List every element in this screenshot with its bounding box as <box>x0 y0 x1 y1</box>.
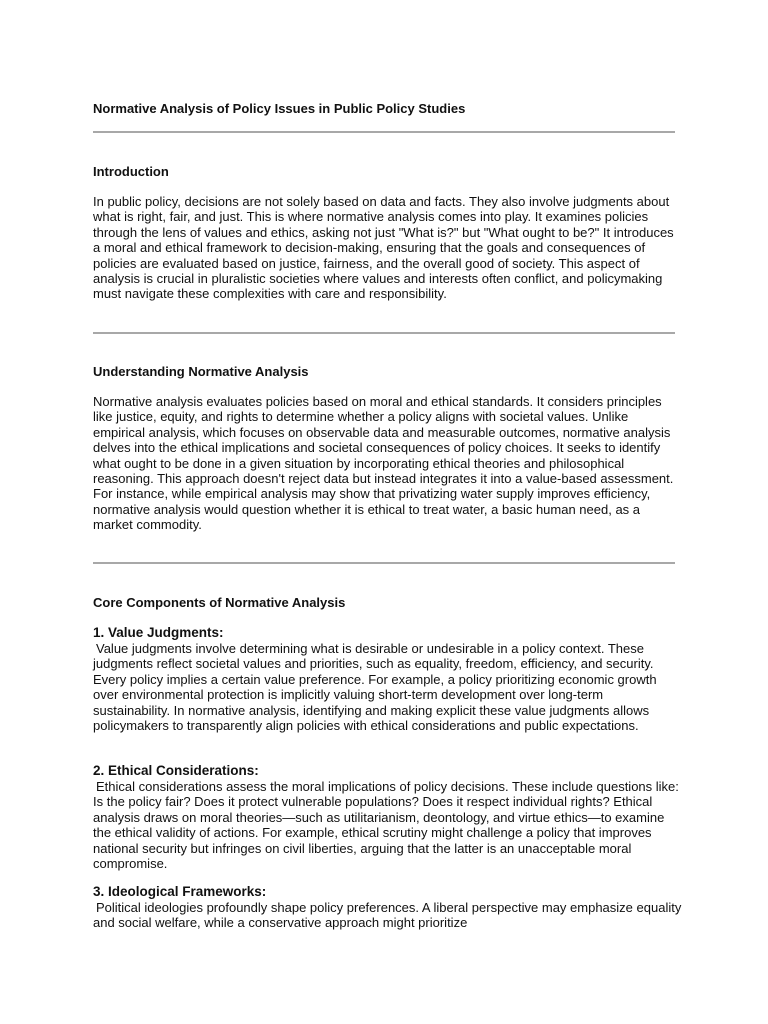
subheading: 2. Ethical Considerations: <box>93 763 259 778</box>
section-body-introduction: In public policy, decisions are not solely based on data and facts. They also involve judgments about what is right, fair, and just. This is where normative analysis comes into play. It examines policies through the lens of values and ethics, asking not just "What is?" but "What ought to be?" It introduces a moral and ethical framework to decision-making, ensuring that the goals and consequences of policies are evaluated based on justice, fairness, and the overall good of society. This aspect of analysis is crucial in pluralistic societies where values and interests often conflict, and policymaking must navigate these complexities with care and responsibility. <box>93 194 674 302</box>
divider <box>93 332 675 334</box>
document-title: Normative Analysis of Policy Issues in Public Policy Studies <box>93 101 466 116</box>
section-heading-understanding: Understanding Normative Analysis <box>93 364 309 379</box>
subheading-body: Value judgments involve determining what is desirable or undesirable in a policy context. These judgments reflect societal values and priorities, such as equality, freedom, efficiency, and security. Every policy implies a certain value preference. For example, a policy prioritizing economic growth over environmental protection is implicitly valuing short-term development over long-term sustainability. In normative analysis, identifying and making explicit these value judgments allows policymakers to transparently align policies with ethical considerations and public expectations. <box>93 641 657 734</box>
divider <box>93 131 675 133</box>
subheading: 3. Ideological Frameworks: <box>93 884 267 899</box>
section-heading-core-components: Core Components of Normative Analysis <box>93 595 346 610</box>
section-body-understanding: Normative analysis evaluates policies based on moral and ethical standards. It considers principles like justice, equity, and rights to determine whether a policy aligns with societal values. Unlike empirical analysis, which focuses on observable data and measurable outcomes, normative analysis delves into the ethical implications and societal consequences of policy choices. It seeks to identify what ought to be done in a given situation by incorporating ethical theories and philosophical reasoning. This approach doesn't reject data but instead integrates it into a value-based assessment. For instance, while empirical analysis may show that privatizing water supply improves efficiency, normative analysis would question whether it is ethical to treat water, a basic human need, as a market commodity. <box>93 394 674 533</box>
subheading-body: Ethical considerations assess the moral implications of policy decisions. These include questions like: Is the policy fair? Does it protect vulnerable populations? Does it respect individual rights? Ethical analysis draws on moral theories—such as utilitarianism, deontology, and virtue ethics—to examine the ethical validity of actions. For example, ethical scrutiny might challenge a policy that improves national security but infringes on civil liberties, arguing that the latter is an unacceptable moral compromise. <box>93 779 679 872</box>
core-component-ethical-considerations <box>93 763 683 871</box>
core-component-value-judgments <box>93 625 683 733</box>
section-heading-introduction: Introduction <box>93 164 169 179</box>
subheading: 1. Value Judgments: <box>93 625 224 640</box>
subheading-body: Political ideologies profoundly shape policy preferences. A liberal perspective may emphasize equality and social welfare, while a conservative approach might prioritize <box>93 900 682 931</box>
core-component-ideological-frameworks <box>93 884 683 931</box>
divider <box>93 562 675 564</box>
